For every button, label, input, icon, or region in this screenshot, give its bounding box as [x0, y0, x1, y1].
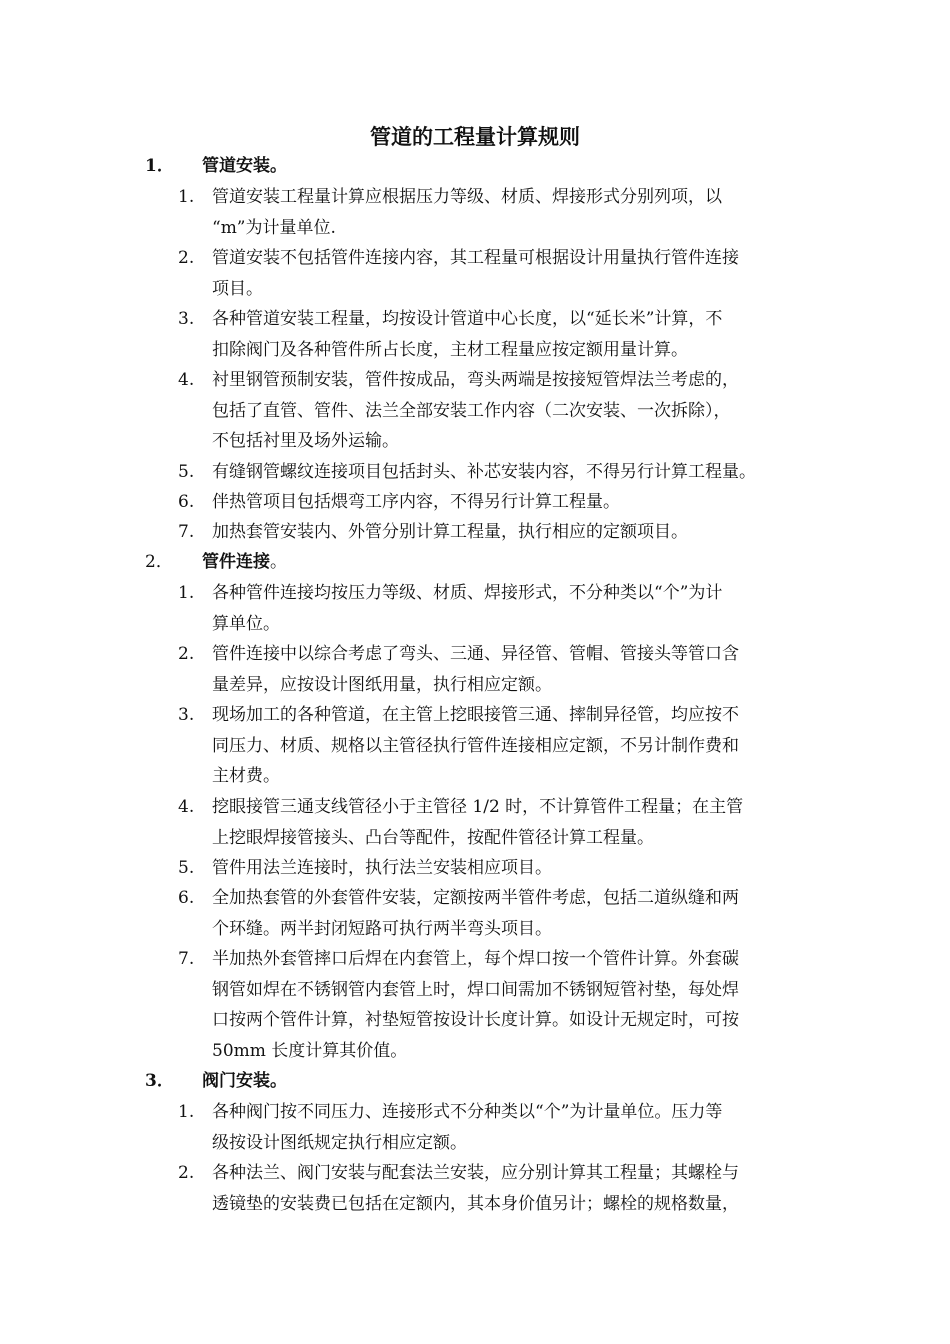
item-text-line: 各种管件连接均按压力等级、材质、焊接形式，不分种类以“个”为计 — [212, 583, 723, 603]
item-text-line: 上挖眼焊接管接头、凸台等配件，按配件管径计算工程量。 — [212, 827, 654, 848]
item-text-line: 口按两个管件计算，衬垫短管按设计长度计算。如设计无规定时，可按 — [212, 1010, 739, 1030]
item-text-line: 50mm 长度计算其价值。 — [212, 1040, 408, 1061]
item-number: 1. — [178, 583, 195, 603]
section-title-suffix: 。 — [270, 156, 287, 176]
item-text-line: 半加热外套管摔口后焊在内套管上，每个焊口按一个管件计算。外套碳 — [212, 949, 739, 969]
section-title: 阀门安装 — [202, 1071, 270, 1091]
item-text-line: 全加热套管的外套管件安装，定额按两半管件考虑，包括二道纵缝和两 — [212, 888, 739, 908]
item-text-line: 衬里钢管预制安装，管件按成品，弯头两端是按接短管焊法兰考虑的， — [212, 370, 739, 390]
item-number: 2. — [178, 644, 195, 664]
item-text-line: 伴热管项目包括煨弯工序内容，不得另行计算工程量。 — [212, 492, 620, 512]
item-number: 5. — [178, 858, 195, 878]
item-text-line: 项目。 — [212, 278, 263, 299]
section-number: 1． — [145, 156, 174, 176]
item-text-line: 级按设计图纸规定执行相应定额。 — [212, 1132, 467, 1153]
item-number: 7. — [178, 522, 195, 542]
item-text-line: 管件连接中以综合考虑了弯头、三通、异径管、管帽、管接头等管口含 — [212, 644, 739, 664]
section-title: 管件连接 — [202, 552, 270, 572]
item-number: 5. — [178, 462, 195, 482]
item-text-line: 加热套管安装内、外管分别计算工程量，执行相应的定额项目。 — [212, 522, 688, 542]
section-title-suffix: 。 — [270, 1071, 287, 1091]
item-text-line: 量差异，应按设计图纸用量，执行相应定额。 — [212, 674, 552, 695]
item-text-line: 各种阀门按不同压力、连接形式不分种类以“个”为计量单位。压力等 — [212, 1102, 723, 1122]
item-text-line: 同压力、材质、规格以主管径执行管件连接相应定额，不另计制作费和 — [212, 735, 739, 756]
item-text-line: 钢管如焊在不锈钢管内套管上时，焊口间需加不锈钢短管衬垫，每处焊 — [212, 979, 739, 1000]
item-text-line: 各种法兰、阀门安装与配套法兰安装，应分别计算其工程量；其螺栓与 — [212, 1163, 739, 1183]
item-text-line: 挖眼接管三通支线管径小于主管径 1/2 时，不计算管件工程量；在主管 — [212, 797, 744, 817]
item-text-line: 不包括衬里及场外运输。 — [212, 431, 399, 451]
item-text-line: 算单位。 — [212, 613, 280, 634]
item-number: 2. — [178, 1163, 195, 1183]
item-number: 2. — [178, 248, 195, 268]
item-number: 1. — [178, 1102, 195, 1122]
page-title: 管道的工程量计算规则 — [370, 125, 580, 149]
item-text-line: “m”为计量单位. — [212, 217, 336, 238]
item-number: 6. — [178, 888, 195, 908]
item-number: 6. — [178, 492, 195, 512]
section-number: 3． — [145, 1071, 174, 1091]
item-text-line: 扣除阀门及各种管件所占长度，主材工程量应按定额用量计算。 — [212, 339, 688, 360]
section-title-suffix: 。 — [270, 552, 287, 572]
item-text-line: 透镜垫的安装费已包括在定额内，其本身价值另计；螺栓的规格数量， — [212, 1193, 739, 1214]
item-number: 4. — [178, 370, 195, 390]
item-number: 1. — [178, 187, 195, 207]
item-text-line: 各种管道安装工程量，均按设计管道中心长度，以“延长米”计算，不 — [212, 309, 723, 329]
item-text-line: 管件用法兰连接时，执行法兰安装相应项目。 — [212, 858, 552, 878]
item-text-line: 有缝钢管螺纹连接项目包括封头、补芯安装内容，不得另行计算工程量。 — [212, 462, 756, 482]
item-text-line: 主材费。 — [212, 766, 280, 786]
section-title: 管道安装 — [202, 156, 270, 176]
item-number: 7. — [178, 949, 195, 969]
item-text-line: 管道安装工程量计算应根据压力等级、材质、焊接形式分别列项，以 — [212, 187, 722, 207]
section-number: 2． — [145, 552, 173, 572]
item-text-line: 包括了直管、管件、法兰全部安装工作内容（二次安装、一次拆除）， — [212, 400, 731, 421]
item-number: 3. — [178, 705, 195, 725]
item-text-line: 现场加工的各种管道，在主管上挖眼接管三通、摔制异径管，均应按不 — [212, 705, 739, 725]
item-text-line: 个环缝。两半封闭短路可执行两半弯头项目。 — [212, 918, 552, 939]
item-text-line: 管道安装不包括管件连接内容，其工程量可根据设计用量执行管件连接 — [212, 248, 739, 268]
item-number: 4. — [178, 797, 195, 817]
item-number: 3. — [178, 309, 195, 329]
